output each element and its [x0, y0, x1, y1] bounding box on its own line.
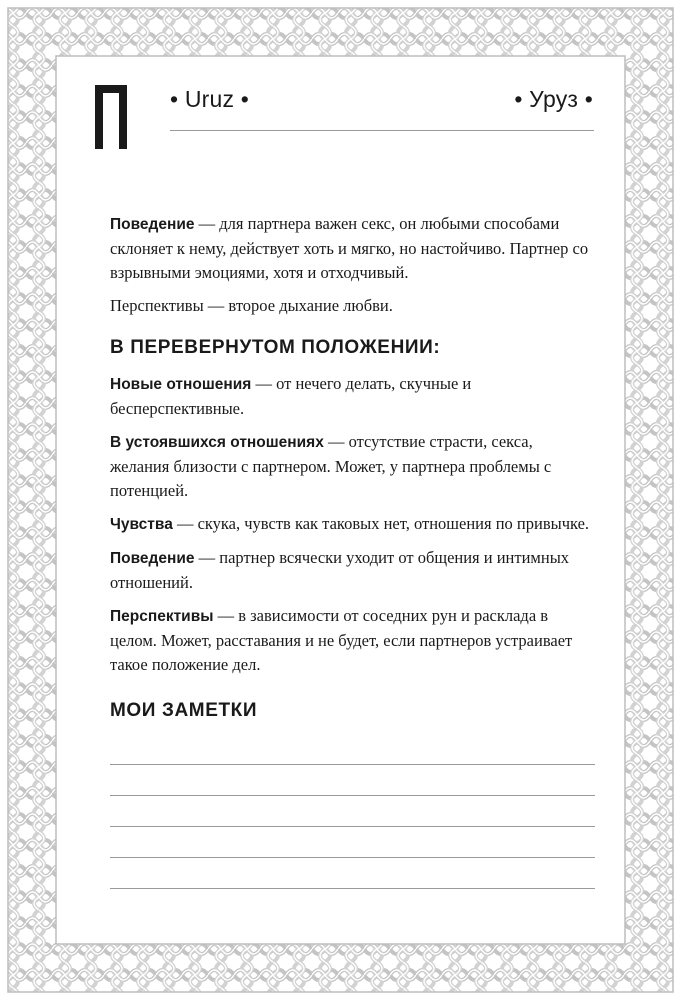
- reversed-item: [110, 430, 596, 503]
- reversed-item-term: Поведение: [110, 550, 195, 567]
- reversed-item-text: — от нечего делать, скучные и бесперспективные.: [110, 374, 472, 418]
- rune-description: [110, 212, 596, 686]
- note-writing-line[interactable]: [110, 795, 595, 796]
- reversed-item: [110, 604, 596, 677]
- reversed-item: [110, 372, 596, 421]
- reversed-item: [110, 512, 596, 537]
- reversed-item-text: — отсутствие страсти, секса, желания близости с партнером. Может, у партнера проблемы с потенцией.: [110, 432, 552, 500]
- reversed-item-text: — партнер всячески уходит от общения и интимных отношений.: [110, 548, 570, 592]
- behavior-term: Поведение: [110, 216, 195, 233]
- upright-behavior-paragraph: [110, 212, 596, 285]
- notes-heading: МОИ ЗАМЕТКИ: [110, 700, 258, 721]
- upright-prospects-paragraph: Перспективы — второе дыхание любви.: [110, 296, 393, 315]
- reversed-heading: В ПЕРЕВЕРНУТОМ ПОЛОЖЕНИИ:: [110, 337, 441, 358]
- header-divider: [170, 130, 594, 131]
- note-writing-line[interactable]: [110, 826, 595, 827]
- reversed-item-text: — в зависимости от соседних рун и расклада в целом. Может, расставания и не будет, если партнеров устраивает такое положение дел.: [110, 606, 573, 674]
- reversed-item-term: В устоявшихся отношениях: [110, 434, 324, 451]
- reversed-item-term: Новые отношения: [110, 376, 252, 393]
- rune-latin-name: • Uruz •: [170, 86, 250, 112]
- reversed-item-term: Чувства: [110, 516, 173, 533]
- reversed-item-text: — скука, чувств как таковых нет, отношения по привычке.: [172, 514, 590, 533]
- reversed-item: [110, 546, 596, 595]
- note-writing-line[interactable]: [110, 888, 595, 889]
- note-writing-line[interactable]: [110, 857, 595, 858]
- rune-cyrillic-name: • Уруз •: [514, 86, 593, 112]
- note-writing-line[interactable]: [110, 764, 595, 765]
- uruz-rune-icon: [92, 83, 130, 149]
- behavior-text: — для партнера важен секс, он любыми способами склоняет к нему, действует хоть и мягко, но настойчиво. Партнер со взрывными эмоциями, хотя и отходчивый.: [110, 214, 589, 282]
- reversed-item-term: Перспективы: [110, 608, 214, 625]
